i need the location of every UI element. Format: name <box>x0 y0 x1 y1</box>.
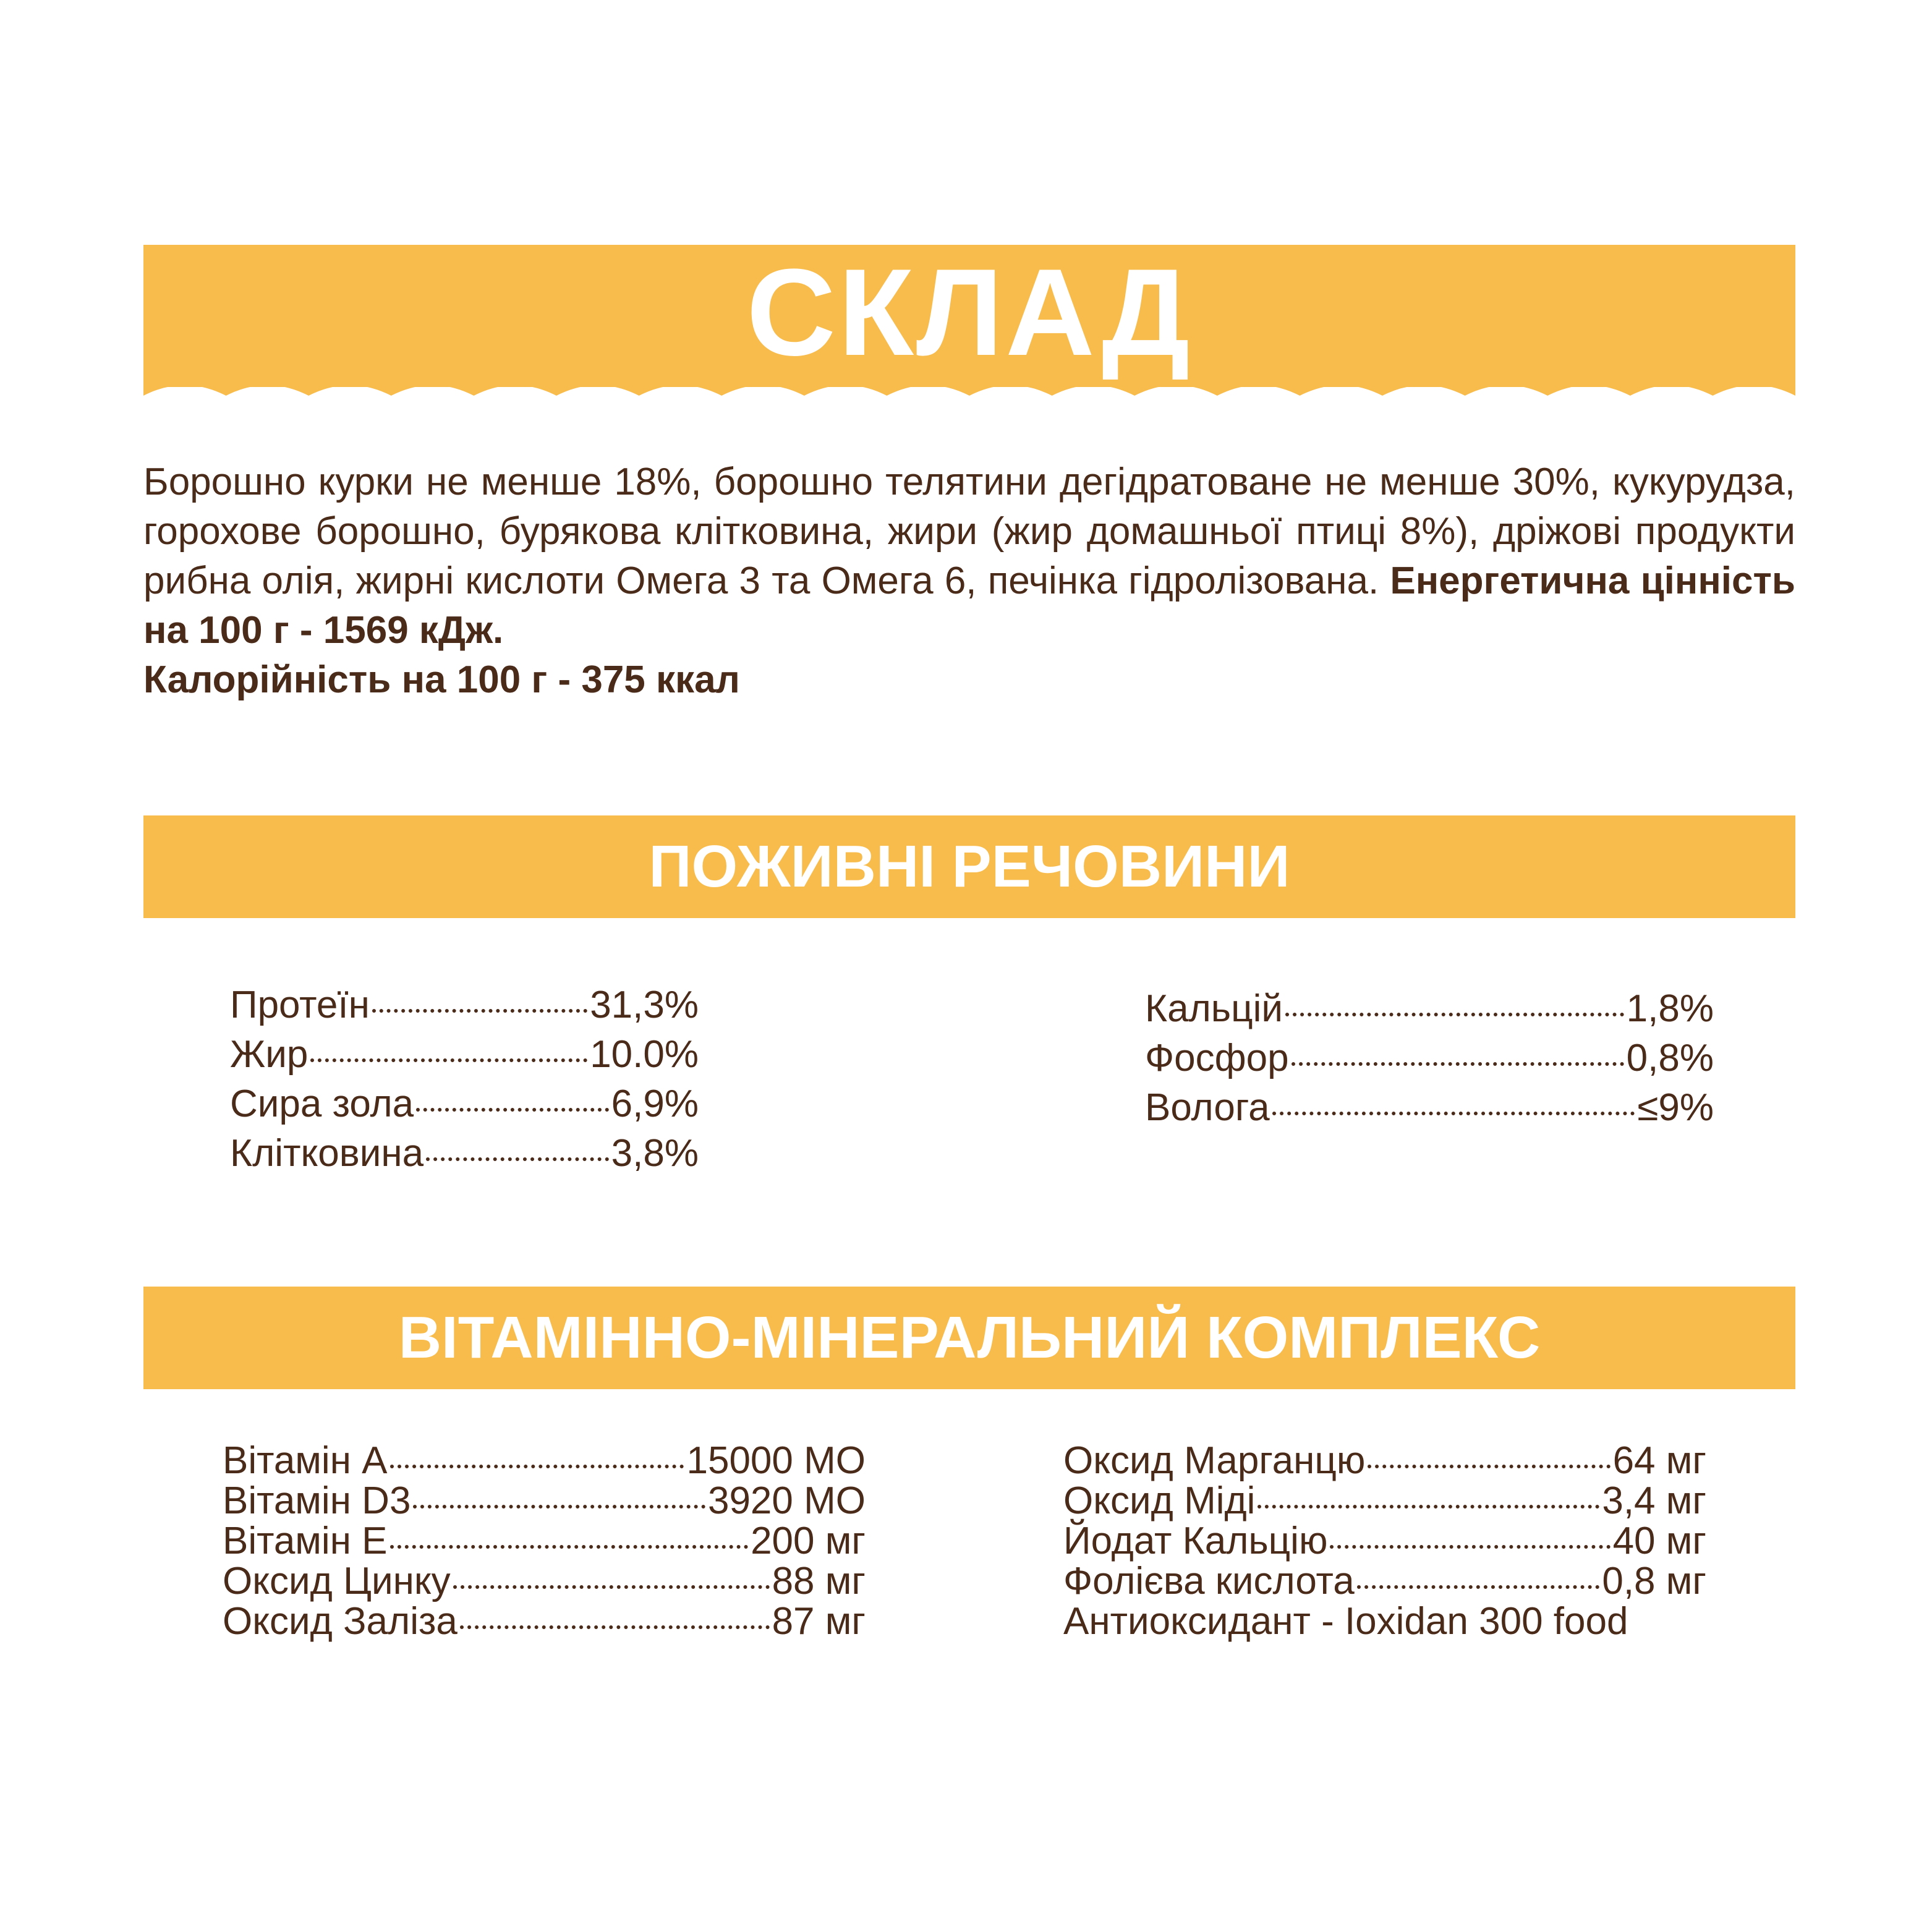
nutrient-row: Клітковина 3,8% <box>230 1132 699 1175</box>
wave-divider <box>143 383 1795 414</box>
nutrient-row: Волога ≤9% <box>1145 1086 1714 1129</box>
vitamin-row: Фолієва кислота 0,8 мг <box>1063 1560 1706 1602</box>
composition-title-banner <box>143 245 1795 387</box>
nutrients-title: ПОЖИВНІ РЕЧОВИНИ <box>649 833 1290 900</box>
composition-text <box>143 457 1795 705</box>
vitamin-row: Вітамін А 15000 МО <box>223 1439 866 1482</box>
nutrient-row: Кальцій 1,8% <box>1145 987 1714 1030</box>
composition-ingredients: Борошно курки не менше 18%, борошно телятини дегідратоване не менше 30%, кукурудза, горохове борошно, бурякова клітковина, жири (жир домашньої птиці 8%), дріжові продукти рибна олія, жирні кислоти Омега 3 та Омега 6, печінка гідролізована. <box>143 461 1795 602</box>
vitamin-row: Оксид Заліза 87 мг <box>223 1600 866 1643</box>
vitamins-title: ВІТАМІННО-МІНЕРАЛЬНИЙ КОМПЛЕКС <box>398 1304 1541 1371</box>
nutrient-row: Жир 10.0% <box>230 1033 699 1076</box>
composition-title: СКЛАД <box>746 244 1193 381</box>
vitamin-row: Вітамін Е 200 мг <box>223 1520 866 1562</box>
vitamin-row: Оксид Марганцю 64 мг <box>1063 1439 1706 1482</box>
energy-value: Енергетична цінність на 100 г - 1569 кДж. <box>143 560 1795 652</box>
vitamin-row-antioxidant: Антиоксидант - Ioxidan 300 food <box>1063 1600 1628 1643</box>
vitamin-row: Оксид Цинку 88 мг <box>223 1560 866 1602</box>
nutrient-row: Сира зола 6,9% <box>230 1083 699 1125</box>
vitamin-row: Йодат Кальцію 40 мг <box>1063 1520 1706 1562</box>
nutrient-row: Протеїн 31,3% <box>230 984 699 1026</box>
nutrients-list-right <box>1145 987 1714 1135</box>
vitamin-row: Оксид Міді 3,4 мг <box>1063 1479 1706 1522</box>
nutrient-row: Фосфор 0,8% <box>1145 1037 1714 1079</box>
vitamins-list-right <box>1063 1440 1706 1641</box>
vitamins-list-left <box>223 1440 866 1641</box>
vitamin-row: Вітамін D3 3920 МО <box>223 1479 866 1522</box>
nutrients-list-left <box>230 983 699 1181</box>
calorie-value: Калорійність на 100 г - 375 ккал <box>143 658 740 701</box>
vitamins-banner <box>143 1287 1795 1389</box>
nutrients-banner <box>143 815 1795 918</box>
